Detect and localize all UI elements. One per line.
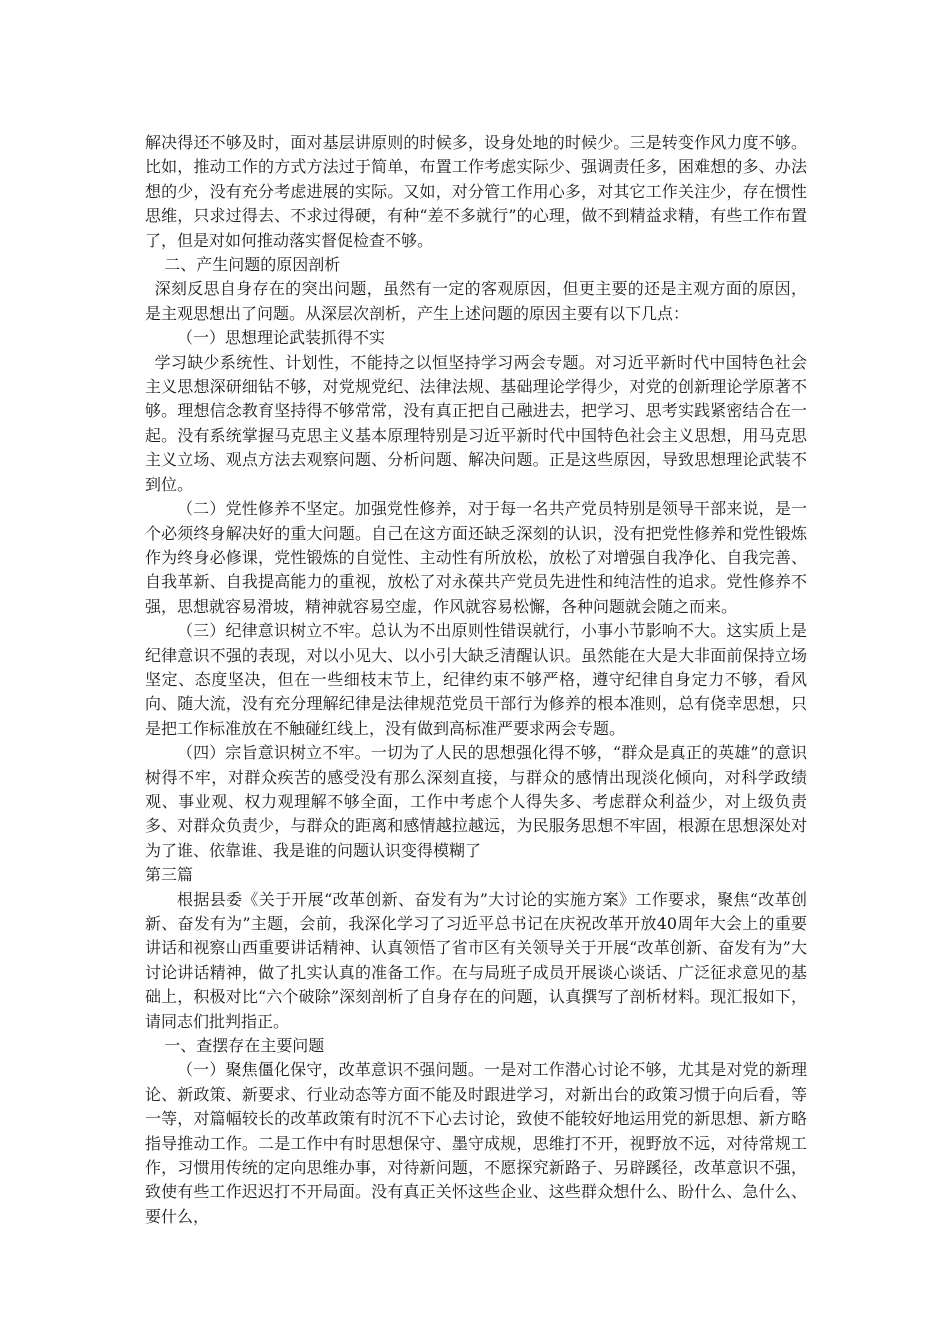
paragraph-party-spirit: （二）党性修养不坚定。加强党性修养，对于每一名共产党员特别是领导干部来说，是一个必须终身解决好的重大问题。自己在这方面还缺乏深刻的认识，没有把党性修养和党性锻炼作为终身必修课，党性锻炼的自觉性、主动性有所放松，放松了对增强自我净化、自我完善、自我革新、自我提高能力的重视，放松了对永葆共产党员先进性和纯洁性的追求。党性修养不强，思想就容易滑坡，精神就容易空虚，作风就容易松懈，各种问题就会随之而来。 [145, 499, 807, 616]
paragraph-reform-awareness: （一）聚焦僵化保守，改革意识不强问题。一是对工作潜心讨论不够，尤其是对党的新理论、新政策、新要求、行业动态等方面不能及时跟进学习，对新出台的政策习惯于向后看，等一等，对篇幅较长的改革政策有时沉不下心去讨论，致使不能较好地运用党的新思想、新方略指导推动工作。二是工作中有时思想保守、墨守成规，思维打不开，视野放不远，对待常规工作，习惯用传统的定向思维办事，对待新问题，不愿探究新路子、另辟蹊径，改革意识不强，致使有些工作迟迟打不开局面。没有真正关怀这些企业、这些群众想什么、盼什么、急什么、要什么， [145, 1060, 807, 1226]
paragraph-reflection: 深刻反思自身存在的突出问题，虽然有一定的客观原因，但更主要的还是主观方面的原因，是主观思想出了问题。从深层次剖析，产生上述问题的原因主要有以下几点： [145, 279, 807, 323]
paragraph-purpose: （四）宗旨意识树立不牢。一切为了人民的思想强化得不够，“群众是真正的英雄”的意识树得不牢，对群众疾苦的感受没有那么深刻直接，与群众的感情出现淡化倾向，对科学政绩观、事业观、权力观理解不够全面，工作中考虑个人得失多、考虑群众利益少，对上级负责多、对群众负责少，与群众的距离和感情越拉越远，为民服务思想不牢固，根源在思想深处对为了谁、依靠谁、我是谁的问题认识变得模糊了 [145, 743, 807, 860]
paragraph-theory: 学习缺少系统性、计划性，不能持之以恒坚持学习两会专题。对习近平新时代中国特色社会主义思想深研细钻不够，对党规党纪、法律法规、基础理论学得少，对党的创新理论学原著不够。理想信念教育坚持得不够常常，没有真正把自己融进去，把学习、思考实践紧密结合在一起。没有系统掌握马克思主义基本原理特别是习近平新时代中国特色社会主义思想，用马克思主义立场、观点方法去观察问题、分析问题、解决问题。正是这些原因，导致思想理论武装不到位。 [145, 352, 807, 494]
paragraph-intro-third: 根据县委《关于开展“改革创新、奋发有为”大讨论的实施方案》工作要求，聚焦“改革创新、奋发有为”主题，会前，我深化学习了习近平总书记在庆祝改革开放40周年大会上的重要讲话和视察山西重要讲话精神、认真领悟了省市区有关领导关于开展“改革创新、奋发有为”大讨论讲话精神，做了扎实认真的准备工作。在与局班子成员开展谈心谈话、广泛征求意见的基础上，积极对比“六个破除”深刻剖析了自身存在的问题，认真撰写了剖析材料。现汇报如下，请同志们批判指正。 [145, 889, 807, 1031]
paragraph-discipline: （三）纪律意识树立不牢。总认为不出原则性错误就行，小事小节影响不大。这实质上是纪律意识不强的表现，对以小见大、以小引大缺乏清醒认识。虽然能在大是大非面前保持立场坚定、态度坚决，但在一些细枝末节上，纪律约束不够严格，遵守纪律自身定力不够，看风向、随大流，没有充分理解纪律是法律规范党员干部行为修养的根本准则，总有侥幸思想，只是把工作标准放在不触碰红线上，没有做到高标准严要求两会专题。 [145, 621, 807, 738]
document-body [145, 131, 807, 1229]
section-heading-problems: 一、查摆存在主要问题 [164, 1036, 325, 1056]
subheading-theory: （一）思想理论武装抓得不实 [177, 328, 386, 348]
paragraph-continuation: 解决得还不够及时，面对基层讲原则的时候多，设身处地的时候少。三是转变作风力度不够。比如，推动工作的方式方法过于简单，布置工作考虑实际少、强调责任多，困难想的多、办法想的少，没有充分考虑进展的实际。又如，对分管工作用心多，对其它工作关注少，存在惯性思维，只求过得去、不求过得硬，有种“差不多就行”的心理，做不到精益求精，有些工作布置了，但是对如何推动落实督促检查不够。 [145, 133, 807, 250]
section-heading-causes: 二、产生问题的原因剖析 [164, 255, 341, 275]
part-heading-third: 第三篇 [145, 865, 194, 885]
